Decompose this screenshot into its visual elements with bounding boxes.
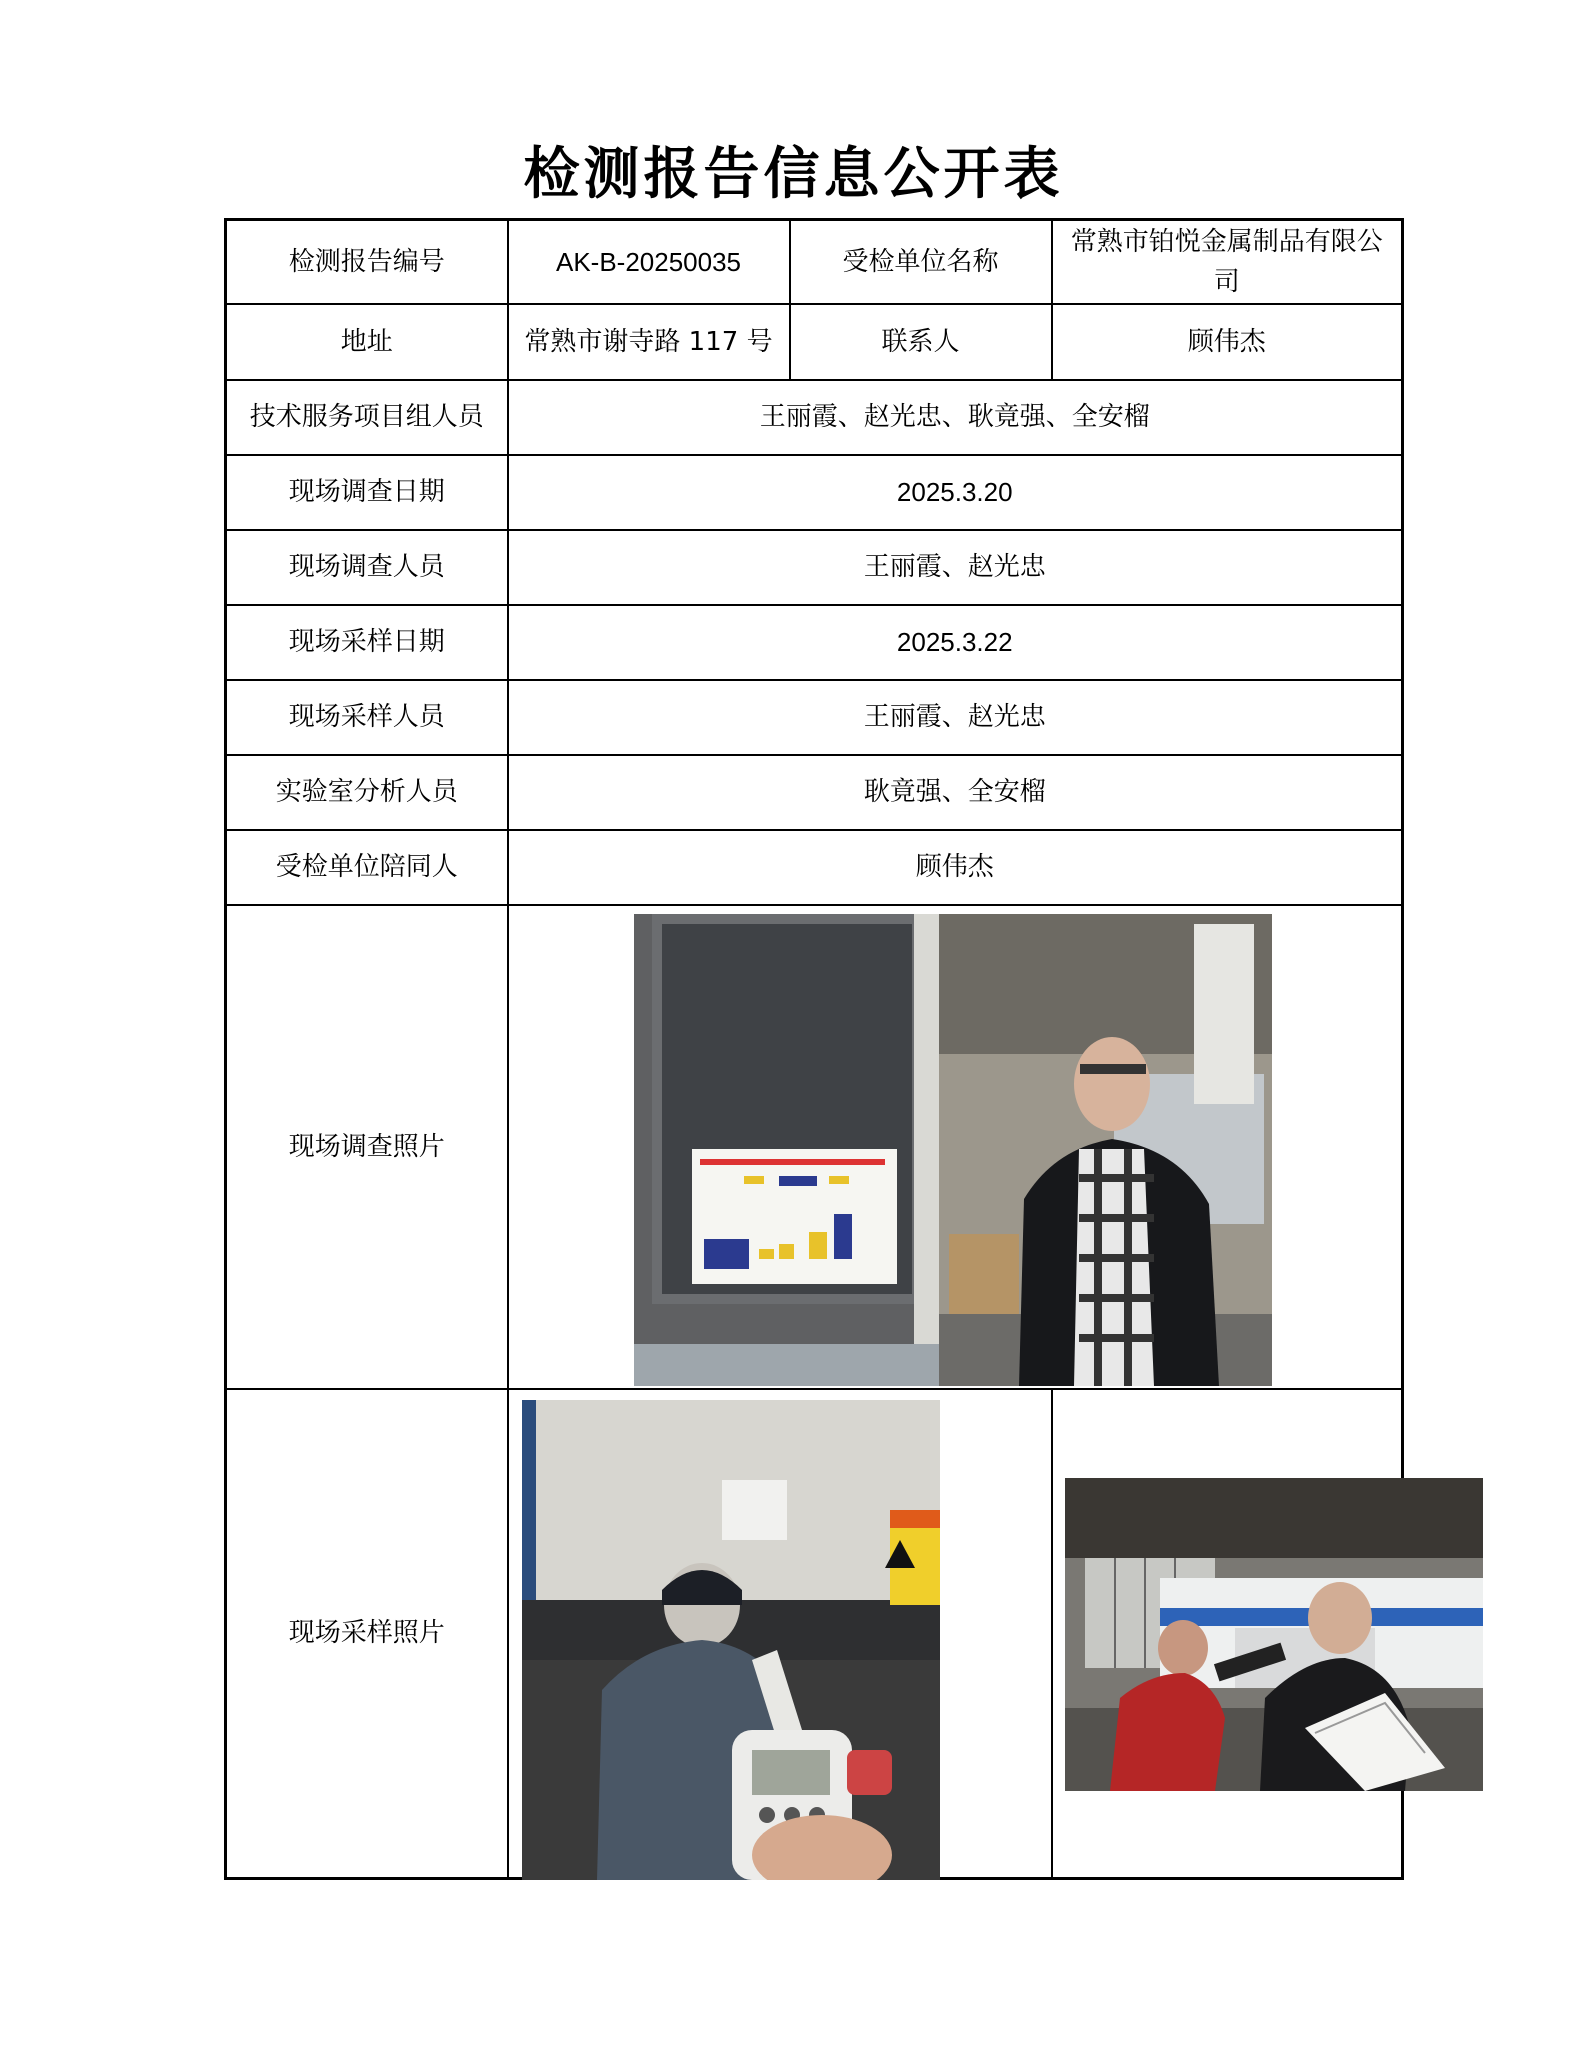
survey-staff-value: 王丽霞、赵光忠 [508, 530, 1403, 605]
address-label: 地址 [226, 304, 508, 380]
sampling-photo-2 [1065, 1478, 1483, 1791]
table-row [226, 755, 1403, 830]
survey-photo-cell [508, 905, 1403, 1389]
table-row [226, 530, 1403, 605]
survey-staff-label: 现场调查人员 [226, 530, 508, 605]
contact-value: 顾伟杰 [1052, 304, 1403, 380]
sampling-photo-label: 现场采样照片 [226, 1389, 508, 1879]
report-no-value: AK-B-20250035 [508, 220, 790, 304]
sampling-staff-value: 王丽霞、赵光忠 [508, 680, 1403, 755]
unit-name-label: 受检单位名称 [790, 220, 1052, 304]
survey-date-label: 现场调查日期 [226, 455, 508, 530]
survey-photo [634, 914, 1272, 1386]
team-value: 王丽霞、赵光忠、耿竟强、全安榴 [508, 380, 1403, 455]
table-row [226, 455, 1403, 530]
report-no-label: 检测报告编号 [226, 220, 508, 304]
sampling-staff-label: 现场采样人员 [226, 680, 508, 755]
escort-label: 受检单位陪同人 [226, 830, 508, 905]
address-value: 常熟市谢寺路 117 号 [508, 304, 790, 380]
table-row [226, 605, 1403, 680]
sampling-date-label: 现场采样日期 [226, 605, 508, 680]
table-row [226, 220, 1403, 304]
table-row [226, 905, 1403, 1389]
escort-value: 顾伟杰 [508, 830, 1403, 905]
contact-label: 联系人 [790, 304, 1052, 380]
lab-staff-label: 实验室分析人员 [226, 755, 508, 830]
table-row [226, 1389, 1403, 1879]
sampling-photo-1 [522, 1400, 940, 1880]
table-row [226, 830, 1403, 905]
survey-photo-label: 现场调查照片 [226, 905, 508, 1389]
page-title: 检测报告信息公开表 [523, 141, 1064, 207]
sampling-date-value: 2025.3.22 [508, 605, 1403, 680]
report-table [224, 218, 1404, 1880]
sampling-photo-cell-1 [508, 1389, 1052, 1879]
survey-date-value: 2025.3.20 [508, 455, 1403, 530]
unit-name-value [1052, 220, 1403, 304]
table-row [226, 304, 1403, 380]
table-row [226, 680, 1403, 755]
unit-name-text: 常熟市铂悦金属制品有限公司 [1070, 226, 1383, 297]
team-label: 技术服务项目组人员 [226, 380, 508, 455]
lab-staff-value: 耿竟强、全安榴 [508, 755, 1403, 830]
sampling-photo-cell-2 [1052, 1389, 1403, 1879]
table-row [226, 380, 1403, 455]
